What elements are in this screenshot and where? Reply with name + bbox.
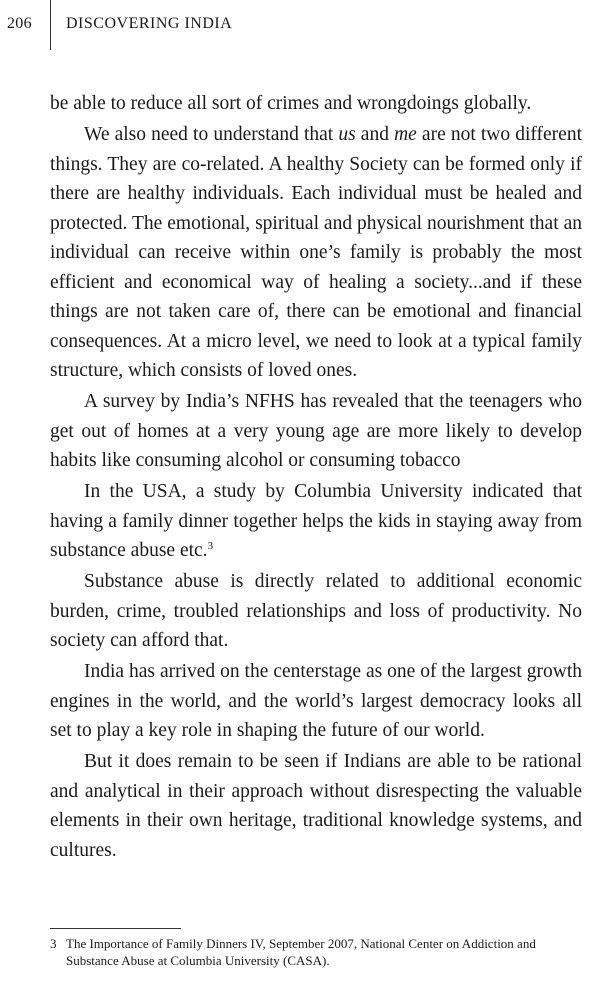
- footnote-divider: [50, 928, 181, 929]
- paragraph-2-text-a: We also need to understand that: [84, 124, 339, 145]
- paragraph-3-text: A survey by India’s NFHS has revealed that the teenagers who get out of homes at a very young age are more likely to develop habits like consuming alcohol or consuming tobacco: [50, 391, 582, 471]
- page-number: 206: [7, 15, 32, 32]
- paragraph-6: [50, 657, 582, 746]
- paragraph-1: [50, 89, 582, 119]
- page-header: [0, 0, 600, 50]
- paragraph-6-text: India has arrived on the centerstage as one of the largest growth engines in the world, and the world’s largest democracy looks all set to play a key role in shaping the future of our world.: [50, 661, 582, 741]
- header-divider: [50, 0, 51, 50]
- paragraph-4-text: In the USA, a study by Columbia University indicated that having a family dinner together helps the kids in staying away from substance abuse etc.: [50, 481, 582, 561]
- paragraph-7: [50, 747, 582, 865]
- paragraph-2-text-b: and: [355, 124, 395, 145]
- paragraph-3: [50, 387, 582, 476]
- paragraph-1-text: be able to reduce all sort of crimes and wrongdoings globally.: [50, 93, 532, 114]
- paragraph-5-text: Substance abuse is directly related to additional economic burden, crime, troubled relationships and loss of productivity. No society can afford that.: [50, 571, 582, 651]
- footnote: [50, 935, 585, 969]
- paragraph-5: [50, 567, 582, 656]
- paragraph-4: [50, 477, 582, 566]
- footnote-text: The Importance of Family Dinners IV, September 2007, National Center on Addiction and Substance Abuse at Columbia University (CASA).: [66, 936, 536, 968]
- body-text: [50, 89, 582, 865]
- paragraph-7-text: But it does remain to be seen if Indians are able to be rational and analytical in their approach without disrespecting the valuable elements in their own heritage, traditional knowledge systems, and cultures.: [50, 751, 582, 861]
- paragraph-2-text-c: are not two different things. They are co-related. A healthy Society can be formed only if there are healthy individuals. Each individual must be healed and protected. The emotional, spiritual and physical nourishment that an individual can receive within one’s family is probably the most efficient and economical way of healing a society...and if these things are not taken care of, there can be emotional and financial consequences. At a micro level, we need to look at a typical family structure, which consists of loved ones.: [50, 124, 582, 381]
- running-head: DISCOVERING INDIA: [66, 15, 233, 32]
- footnote-number: 3: [50, 936, 57, 951]
- emphasis-us: us: [338, 124, 356, 145]
- paragraph-2: [50, 120, 582, 386]
- emphasis-me: me: [394, 124, 417, 145]
- footnote-reference[interactable]: 3: [207, 540, 214, 552]
